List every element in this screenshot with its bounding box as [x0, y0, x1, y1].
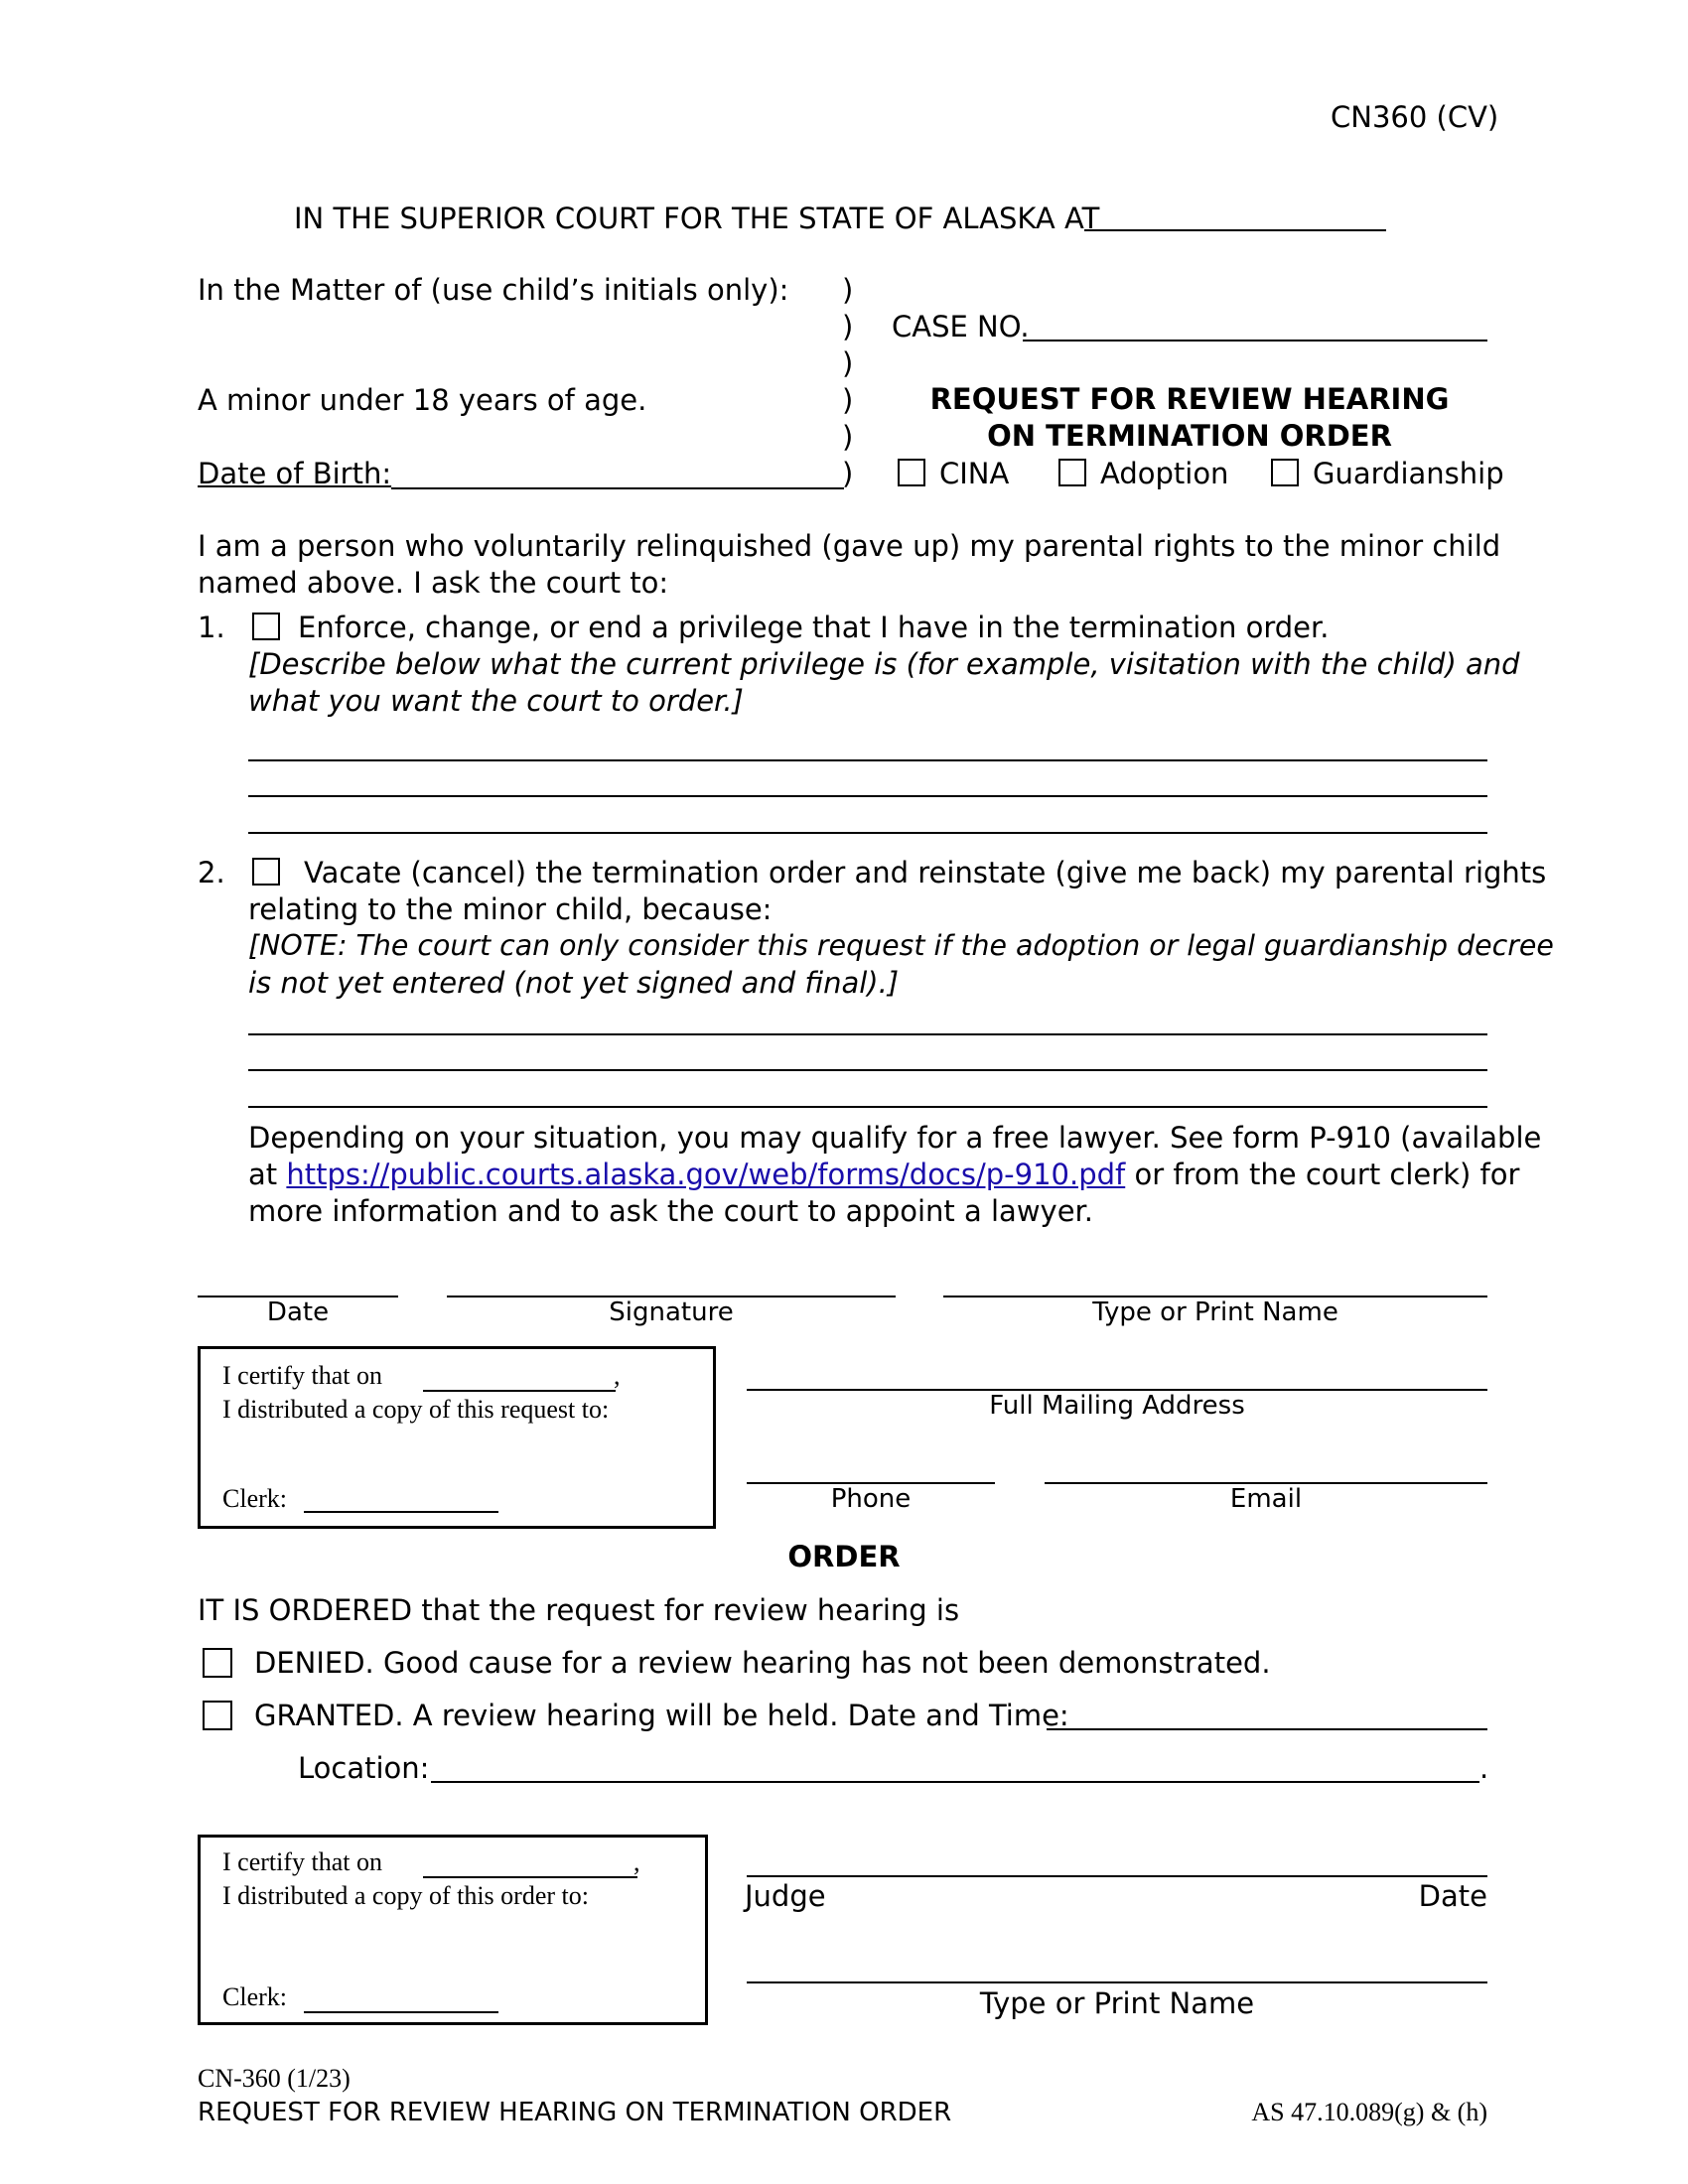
footer-statute: AS 47.10.089(g) & (h) [1251, 2098, 1487, 2126]
denied-checkbox[interactable] [203, 1648, 232, 1678]
item2-answer-line[interactable] [248, 1033, 1487, 1035]
dob-field[interactable] [391, 487, 844, 489]
judge-signature-line[interactable] [747, 1875, 1487, 1877]
item1-answer-line[interactable] [248, 759, 1487, 761]
item2-note-line1: [NOTE: The court can only consider this request if the adoption or legal guardianship decree [248, 929, 1554, 962]
court-header: IN THE SUPERIOR COURT FOR THE STATE OF ALASKA AT [294, 202, 1100, 235]
certify2-line2: I distributed a copy of this order to: [222, 1881, 589, 1910]
location-period: . [1479, 1751, 1489, 1785]
judge-label: Judge [745, 1879, 826, 1913]
case-no-label: CASE NO. [892, 310, 1030, 343]
certify1-date-field[interactable] [423, 1390, 616, 1392]
lawyer-info-line3: more information and to ask the court to appoint a lawyer. [248, 1194, 1094, 1228]
phone-label: Phone [830, 1484, 912, 1514]
hearing-date-time-field[interactable] [1047, 1728, 1487, 1730]
judge-date-label: Date [1418, 1879, 1487, 1913]
item1-text: Enforce, change, or end a privilege that I have in the termination order. [298, 611, 1330, 644]
location-field[interactable] [431, 1781, 1479, 1783]
cina-label: CINA [939, 457, 1010, 490]
certify2-date-field[interactable] [423, 1876, 637, 1878]
guardianship-checkbox[interactable] [1271, 459, 1299, 486]
adoption-checkbox[interactable] [1058, 459, 1086, 486]
p910-link[interactable]: https://public.courts.alaska.gov/web/forms/docs/p-910.pdf [286, 1158, 1126, 1191]
judge-print-name-line[interactable] [747, 1981, 1487, 1983]
email-label: Email [1229, 1484, 1303, 1514]
granted-text: GRANTED. A review hearing will be held. Date and Time: [254, 1699, 1069, 1732]
certify1-comma: , [614, 1361, 621, 1390]
date-label: Date [266, 1297, 330, 1327]
intro-line1: I am a person who voluntarily relinquished (gave up) my parental rights to the minor child [198, 529, 1501, 563]
caption-paren: ) [842, 457, 854, 490]
item2-note-line2: is not yet entered (not yet signed and final).] [248, 966, 900, 1000]
certify2-clerk-label: Clerk: [222, 1982, 287, 2011]
caption-paren: ) [842, 420, 854, 454]
address-label: Full Mailing Address [989, 1391, 1245, 1421]
minor-label: A minor under 18 years of age. [198, 383, 647, 417]
form-title-line2: ON TERMINATION ORDER [987, 419, 1392, 453]
matter-label: In the Matter of (use child’s initials only): [198, 273, 789, 307]
item1-note-line2: what you want the court to order.] [248, 684, 744, 718]
item2-checkbox[interactable] [252, 858, 280, 886]
item2-number: 2. [198, 856, 225, 889]
intro-line2: named above. I ask the court to: [198, 566, 669, 600]
caption-paren: ) [842, 310, 854, 343]
item2-answer-line[interactable] [248, 1069, 1487, 1071]
lawyer-info-line2: at https://public.courts.alaska.gov/web/forms/docs/p-910.pdf or from the court clerk) for [248, 1158, 1520, 1191]
item1-answer-line[interactable] [248, 795, 1487, 797]
form-code-top: CN360 (CV) [1331, 100, 1499, 134]
item2-text-line1: Vacate (cancel) the termination order and reinstate (give me back) my parental rights [304, 856, 1547, 889]
item1-number: 1. [198, 611, 225, 644]
cina-checkbox[interactable] [898, 459, 925, 486]
location-label: Location: [298, 1751, 430, 1785]
item2-answer-line[interactable] [248, 1106, 1487, 1108]
certify1-line1: I certify that on [222, 1361, 382, 1390]
item1-checkbox[interactable] [252, 613, 280, 640]
item1-note-line1: [Describe below what the current privilege is (for example, visitation with the child) and [248, 647, 1520, 681]
caption-paren: ) [842, 273, 854, 307]
item1-answer-line[interactable] [248, 832, 1487, 834]
item2-text-line2: relating to the minor child, because: [248, 892, 773, 926]
court-location-field[interactable] [1084, 229, 1386, 231]
print-name-label: Type or Print Name [1092, 1297, 1338, 1327]
case-no-field[interactable] [1023, 340, 1487, 341]
denied-text: DENIED. Good cause for a review hearing has not been demonstrated. [254, 1646, 1271, 1680]
certify2-line1: I certify that on [222, 1847, 382, 1876]
granted-checkbox[interactable] [203, 1701, 232, 1730]
certify1-line2: I distributed a copy of this request to: [222, 1395, 610, 1424]
caption-paren: ) [842, 346, 854, 380]
signature-label: Signature [609, 1297, 734, 1327]
lawyer-info-line1: Depending on your situation, you may qualify for a free lawyer. See form P-910 (available [248, 1121, 1542, 1155]
order-intro: IT IS ORDERED that the request for review hearing is [198, 1593, 960, 1627]
certify2-clerk-field[interactable] [304, 2011, 498, 2013]
judge-print-name-label: Type or Print Name [979, 1986, 1255, 2020]
order-heading: ORDER [787, 1540, 901, 1573]
adoption-label: Adoption [1100, 457, 1229, 490]
certify1-clerk-label: Clerk: [222, 1484, 287, 1513]
certify2-comma: , [633, 1847, 640, 1876]
guardianship-label: Guardianship [1313, 457, 1504, 490]
dob-label: Date of Birth: [198, 457, 392, 490]
form-title-line1: REQUEST FOR REVIEW HEARING [929, 382, 1450, 416]
certify1-clerk-field[interactable] [304, 1511, 498, 1513]
footer-form-title: REQUEST FOR REVIEW HEARING ON TERMINATION ORDER [198, 2098, 952, 2127]
caption-paren: ) [842, 383, 854, 417]
footer-form-code: CN-360 (1/23) [198, 2064, 351, 2093]
